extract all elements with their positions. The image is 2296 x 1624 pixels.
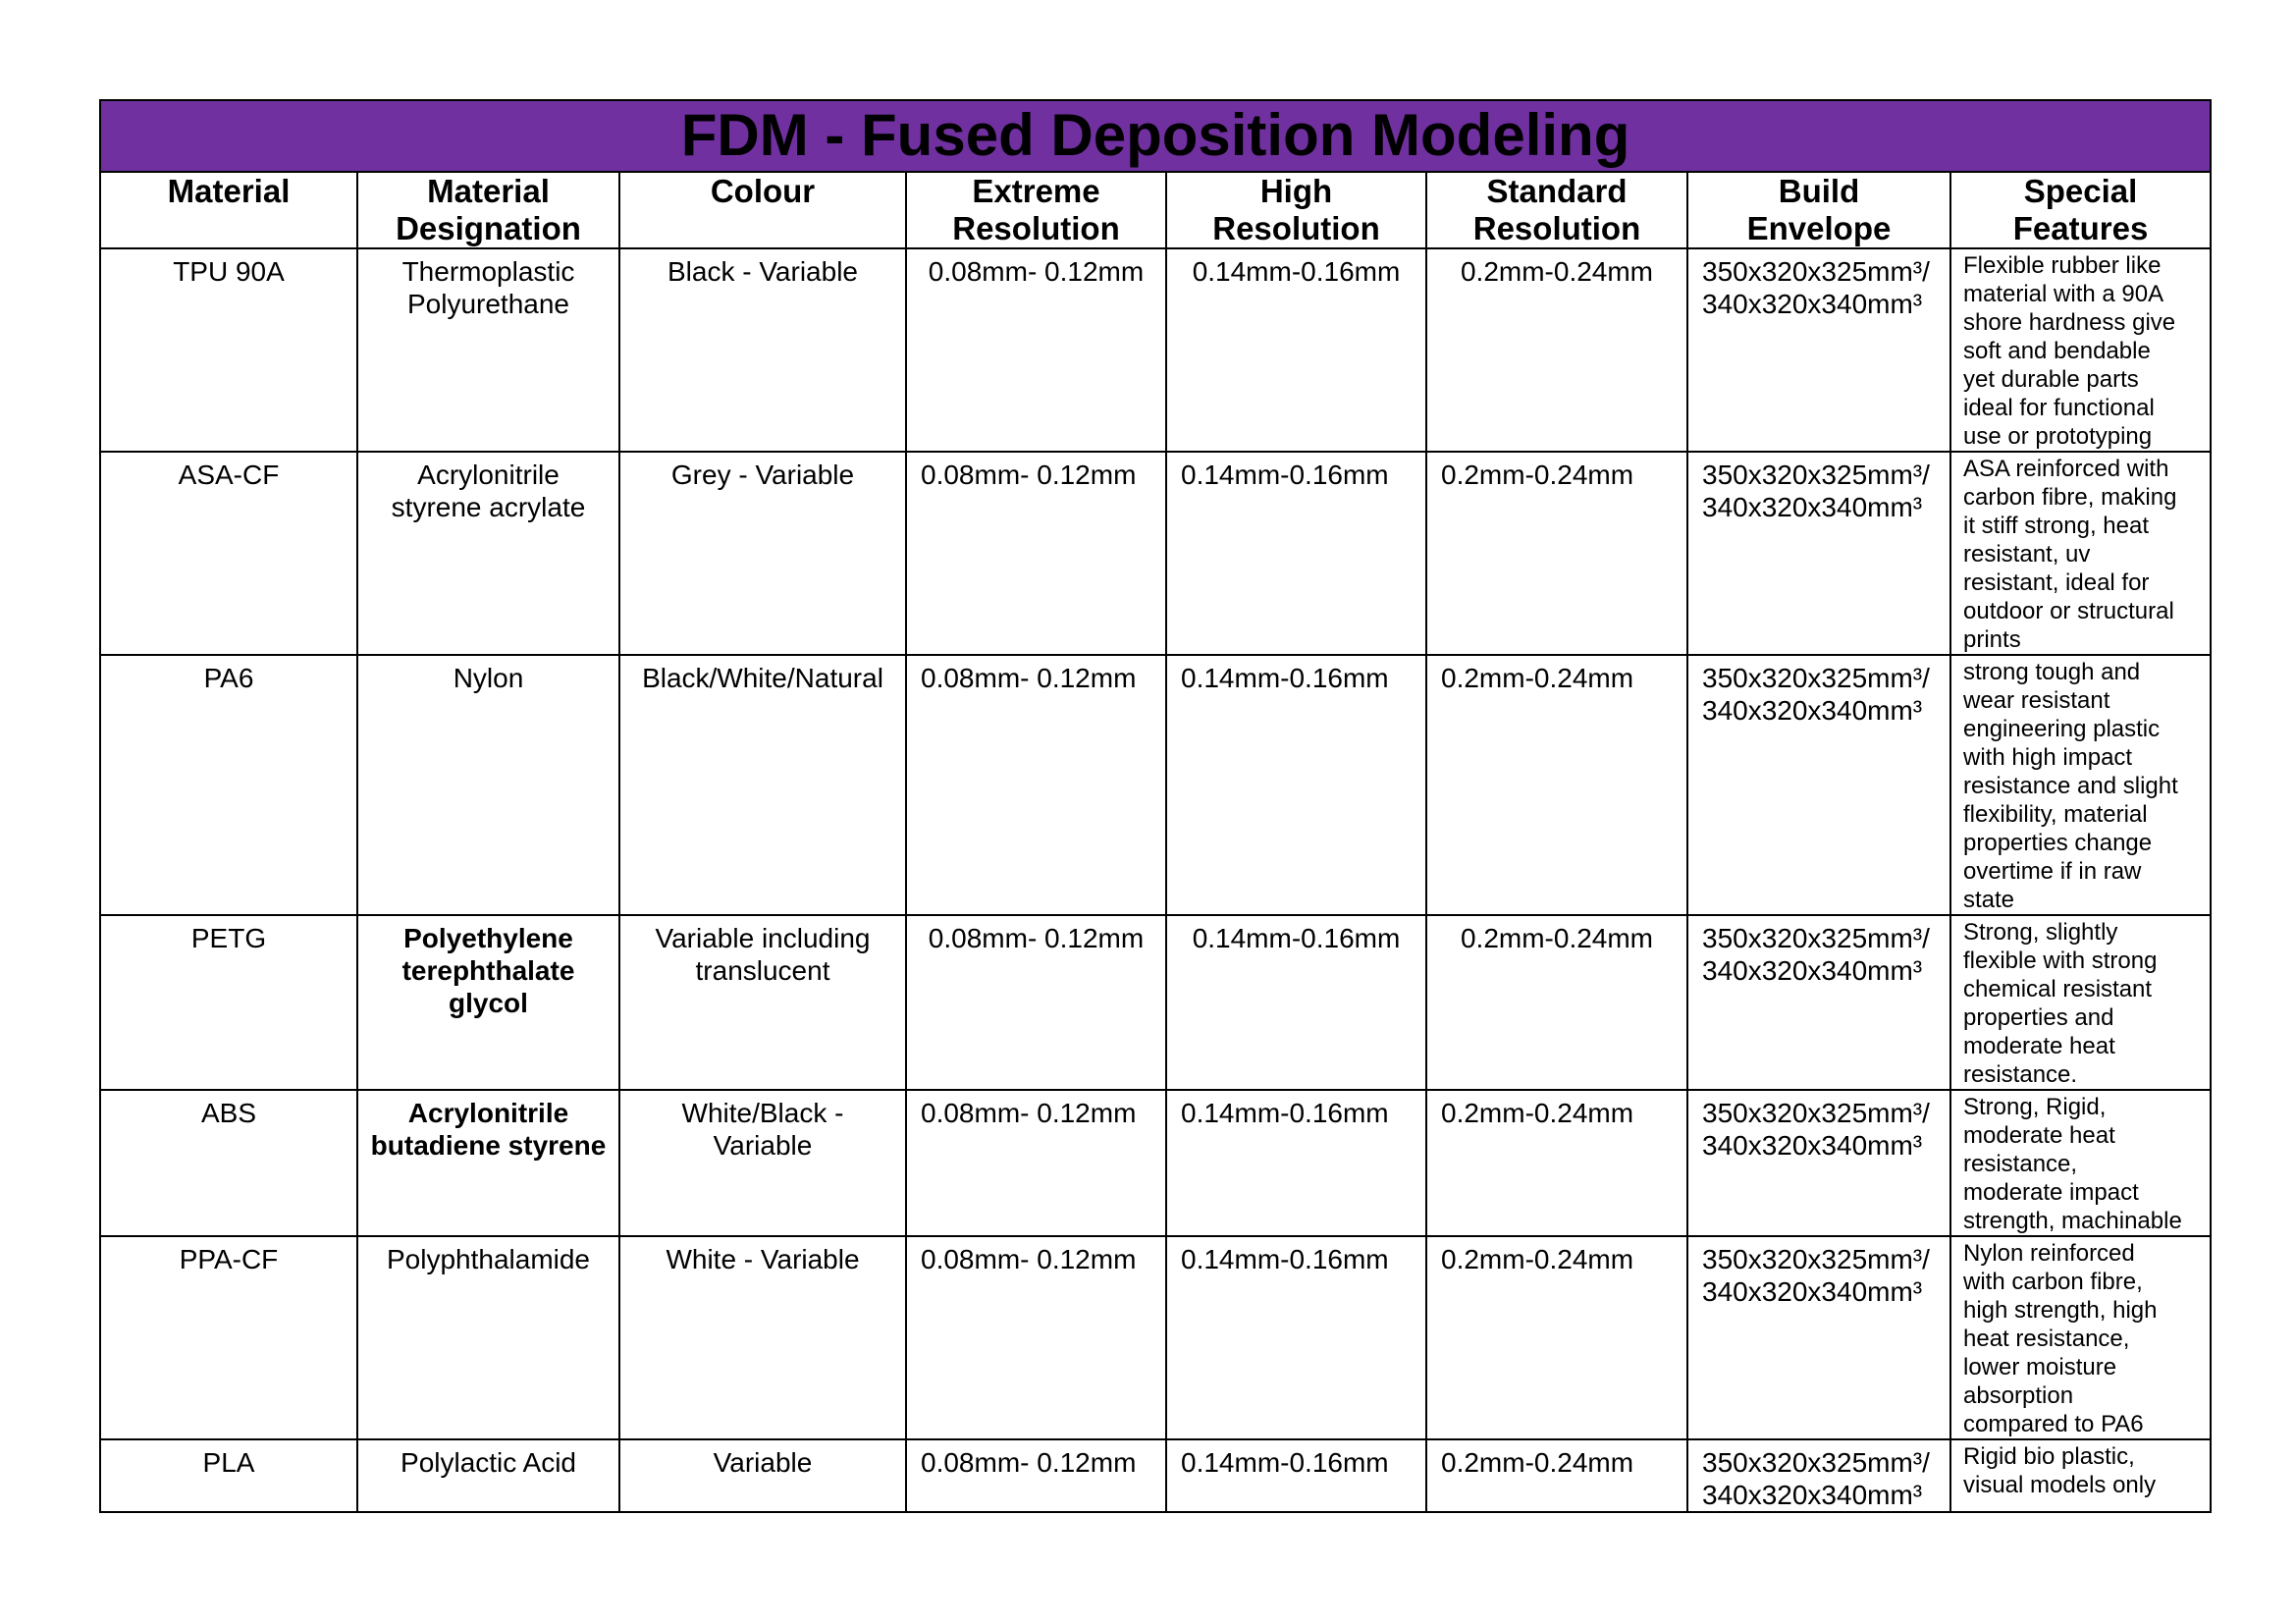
header-build-envelope bbox=[1687, 172, 1950, 248]
cell-standard-resolution: 0.2mm-0.24mm bbox=[1426, 452, 1687, 655]
cell-line: Polylactic Acid bbox=[400, 1447, 576, 1478]
cell-line: 350x320x325mm³/ bbox=[1702, 1244, 1930, 1274]
cell-material: PA6 bbox=[100, 655, 357, 915]
cell-line: 350x320x325mm³/ bbox=[1702, 663, 1930, 693]
cell-line: Acrylonitrile bbox=[417, 460, 560, 490]
cell-build-envelope bbox=[1687, 1090, 1950, 1236]
cell-special-features bbox=[1950, 915, 2211, 1090]
cell-designation bbox=[357, 248, 619, 452]
header-row bbox=[100, 172, 2211, 248]
materials-table bbox=[99, 99, 2212, 1513]
cell-line: resistant, uv bbox=[1963, 541, 2091, 568]
cell-line: translucent bbox=[695, 955, 830, 986]
cell-special-features bbox=[1950, 452, 2211, 655]
cell-line: 350x320x325mm³/ bbox=[1702, 256, 1930, 287]
cell-high-resolution: 0.14mm-0.16mm bbox=[1166, 655, 1426, 915]
header-special-features bbox=[1950, 172, 2211, 248]
cell-line: Rigid bio plastic, bbox=[1963, 1443, 2135, 1470]
cell-line: lower moisture bbox=[1963, 1354, 2117, 1380]
cell-high-resolution: 0.14mm-0.16mm bbox=[1166, 248, 1426, 452]
cell-line: Thermoplastic bbox=[401, 256, 575, 287]
cell-line: Material bbox=[167, 173, 291, 209]
cell-line: Material bbox=[427, 173, 550, 209]
cell-line: it stiff strong, heat bbox=[1963, 513, 2149, 539]
cell-extreme-resolution: 0.08mm- 0.12mm bbox=[906, 655, 1166, 915]
cell-high-resolution: 0.14mm-0.16mm bbox=[1166, 915, 1426, 1090]
cell-build-envelope bbox=[1687, 452, 1950, 655]
cell-line: moderate impact bbox=[1963, 1179, 2139, 1206]
cell-build-envelope bbox=[1687, 915, 1950, 1090]
cell-colour bbox=[619, 915, 906, 1090]
cell-line: yet durable parts bbox=[1963, 366, 2139, 393]
cell-line: outdoor or structural bbox=[1963, 598, 2174, 624]
cell-line: 340x320x340mm³ bbox=[1702, 289, 1923, 319]
table-row bbox=[100, 248, 2211, 452]
cell-line: Special bbox=[2023, 173, 2138, 209]
cell-line: 350x320x325mm³/ bbox=[1702, 1098, 1930, 1128]
table-row bbox=[100, 915, 2211, 1090]
cell-designation bbox=[357, 915, 619, 1090]
header-material bbox=[100, 172, 357, 248]
cell-line: shore hardness give bbox=[1963, 309, 2176, 336]
cell-line: carbon fibre, making bbox=[1963, 484, 2177, 511]
cell-line: Acrylonitrile bbox=[407, 1098, 569, 1128]
cell-line: wear resistant bbox=[1963, 687, 2110, 714]
header-high-resolution bbox=[1166, 172, 1426, 248]
cell-colour bbox=[619, 248, 906, 452]
cell-line: use or prototyping bbox=[1963, 423, 2153, 450]
cell-extreme-resolution: 0.08mm- 0.12mm bbox=[906, 915, 1166, 1090]
cell-colour bbox=[619, 1090, 906, 1236]
cell-colour bbox=[619, 1439, 906, 1512]
cell-line: Flexible rubber like bbox=[1963, 252, 2162, 279]
cell-line: High bbox=[1259, 173, 1333, 209]
cell-line: 340x320x340mm³ bbox=[1702, 1480, 1923, 1510]
cell-line: Standard bbox=[1486, 173, 1628, 209]
cell-line: terephthalate bbox=[401, 955, 575, 986]
cell-line: visual models only bbox=[1963, 1472, 2157, 1498]
cell-line: prints bbox=[1963, 626, 2021, 653]
cell-standard-resolution: 0.2mm-0.24mm bbox=[1426, 655, 1687, 915]
cell-standard-resolution: 0.2mm-0.24mm bbox=[1426, 248, 1687, 452]
cell-material: ABS bbox=[100, 1090, 357, 1236]
cell-line: 350x320x325mm³/ bbox=[1702, 460, 1930, 490]
cell-line: butadiene styrene bbox=[370, 1130, 607, 1161]
cell-high-resolution: 0.14mm-0.16mm bbox=[1166, 452, 1426, 655]
cell-line: Extreme bbox=[972, 173, 1100, 209]
cell-line: White - Variable bbox=[666, 1244, 860, 1274]
cell-line: Designation bbox=[396, 210, 581, 246]
cell-line: ideal for functional bbox=[1963, 395, 2155, 421]
cell-line: Variable bbox=[713, 1130, 813, 1161]
cell-line: Build bbox=[1778, 173, 1860, 209]
cell-line: overtime if in raw bbox=[1963, 858, 2142, 885]
cell-line: 340x320x340mm³ bbox=[1702, 695, 1923, 726]
cell-line: material with a 90A bbox=[1963, 281, 2164, 307]
cell-line: Resolution bbox=[952, 210, 1120, 246]
table-row bbox=[100, 1236, 2211, 1439]
cell-designation bbox=[357, 1236, 619, 1439]
cell-line: Grey - Variable bbox=[670, 460, 855, 490]
cell-line: Polyurethane bbox=[406, 289, 569, 319]
cell-line: 340x320x340mm³ bbox=[1702, 1130, 1923, 1161]
cell-standard-resolution: 0.2mm-0.24mm bbox=[1426, 1090, 1687, 1236]
cell-line: 340x320x340mm³ bbox=[1702, 492, 1923, 522]
cell-colour bbox=[619, 1236, 906, 1439]
cell-line: 340x320x340mm³ bbox=[1702, 1276, 1923, 1307]
cell-line: absorption bbox=[1963, 1382, 2074, 1409]
cell-line: Black/White/Natural bbox=[642, 663, 883, 693]
table-row bbox=[100, 1090, 2211, 1236]
cell-designation bbox=[357, 452, 619, 655]
header-colour bbox=[619, 172, 906, 248]
cell-line: Strong, slightly bbox=[1963, 919, 2118, 946]
cell-line: flexibility, material bbox=[1963, 801, 2148, 828]
cell-colour bbox=[619, 452, 906, 655]
cell-line: flexible with strong bbox=[1963, 947, 2158, 974]
cell-designation bbox=[357, 1090, 619, 1236]
cell-line: state bbox=[1963, 887, 2015, 913]
cell-special-features bbox=[1950, 655, 2211, 915]
table-row bbox=[100, 452, 2211, 655]
header-standard-resolution bbox=[1426, 172, 1687, 248]
cell-high-resolution: 0.14mm-0.16mm bbox=[1166, 1439, 1426, 1512]
cell-line: Black - Variable bbox=[667, 256, 858, 287]
cell-special-features bbox=[1950, 1439, 2211, 1512]
cell-build-envelope bbox=[1687, 655, 1950, 915]
cell-special-features bbox=[1950, 1090, 2211, 1236]
header-extreme-resolution bbox=[906, 172, 1166, 248]
cell-colour bbox=[619, 655, 906, 915]
cell-build-envelope bbox=[1687, 1236, 1950, 1439]
cell-designation bbox=[357, 1439, 619, 1512]
table-body bbox=[100, 248, 2211, 1512]
cell-line: 340x320x340mm³ bbox=[1702, 955, 1923, 986]
cell-high-resolution: 0.14mm-0.16mm bbox=[1166, 1090, 1426, 1236]
cell-standard-resolution: 0.2mm-0.24mm bbox=[1426, 1236, 1687, 1439]
cell-special-features bbox=[1950, 248, 2211, 452]
cell-build-envelope bbox=[1687, 1439, 1950, 1512]
cell-line: with high impact bbox=[1963, 744, 2133, 771]
cell-line: resistant, ideal for bbox=[1963, 569, 2150, 596]
cell-line: Envelope bbox=[1746, 210, 1892, 246]
cell-material: ASA-CF bbox=[100, 452, 357, 655]
header-designation bbox=[357, 172, 619, 248]
cell-designation bbox=[357, 655, 619, 915]
cell-extreme-resolution: 0.08mm- 0.12mm bbox=[906, 452, 1166, 655]
cell-line: Variable bbox=[713, 1447, 813, 1478]
cell-standard-resolution: 0.2mm-0.24mm bbox=[1426, 1439, 1687, 1512]
cell-extreme-resolution: 0.08mm- 0.12mm bbox=[906, 1439, 1166, 1512]
cell-line: resistance and slight bbox=[1963, 773, 2178, 799]
table-row bbox=[100, 1439, 2211, 1512]
cell-line: resistance. bbox=[1963, 1061, 2078, 1088]
cell-line: Resolution bbox=[1472, 210, 1641, 246]
cell-line: White/Black - bbox=[681, 1098, 844, 1128]
cell-line: Polyphthalamide bbox=[386, 1244, 591, 1274]
cell-line: 350x320x325mm³/ bbox=[1702, 1447, 1930, 1478]
cell-line: resistance, bbox=[1963, 1151, 2078, 1177]
cell-line: Variable including bbox=[655, 923, 871, 953]
cell-line: heat resistance, bbox=[1963, 1326, 2130, 1352]
cell-line: Nylon bbox=[453, 663, 524, 693]
title-row bbox=[100, 100, 2211, 172]
cell-line: high strength, high bbox=[1963, 1297, 2158, 1324]
cell-line: Nylon reinforced bbox=[1963, 1240, 2135, 1267]
cell-line: compared to PA6 bbox=[1963, 1411, 2144, 1437]
cell-line: moderate heat bbox=[1963, 1122, 2115, 1149]
cell-standard-resolution: 0.2mm-0.24mm bbox=[1426, 915, 1687, 1090]
cell-line: properties and bbox=[1963, 1004, 2114, 1031]
cell-high-resolution: 0.14mm-0.16mm bbox=[1166, 1236, 1426, 1439]
cell-line: Colour bbox=[710, 173, 816, 209]
cell-line: glycol bbox=[449, 988, 528, 1018]
cell-line: properties change bbox=[1963, 830, 2153, 856]
cell-line: moderate heat bbox=[1963, 1033, 2115, 1059]
cell-line: Features bbox=[2012, 210, 2149, 246]
cell-material: PETG bbox=[100, 915, 357, 1090]
cell-line: soft and bendable bbox=[1963, 338, 2151, 364]
cell-build-envelope bbox=[1687, 248, 1950, 452]
cell-line: Resolution bbox=[1212, 210, 1380, 246]
cell-line: strength, machinable bbox=[1963, 1208, 2182, 1234]
cell-line: strong tough and bbox=[1963, 659, 2141, 685]
cell-special-features bbox=[1950, 1236, 2211, 1439]
cell-material: PLA bbox=[100, 1439, 357, 1512]
cell-line: chemical resistant bbox=[1963, 976, 2153, 1002]
cell-line: Polyethylene bbox=[403, 923, 573, 953]
cell-line: 350x320x325mm³/ bbox=[1702, 923, 1930, 953]
cell-line: styrene acrylate bbox=[391, 492, 586, 522]
cell-extreme-resolution: 0.08mm- 0.12mm bbox=[906, 1090, 1166, 1236]
table-row bbox=[100, 655, 2211, 915]
cell-line: engineering plastic bbox=[1963, 716, 2161, 742]
cell-extreme-resolution: 0.08mm- 0.12mm bbox=[906, 1236, 1166, 1439]
cell-line: with carbon fibre, bbox=[1963, 1269, 2143, 1295]
cell-extreme-resolution: 0.08mm- 0.12mm bbox=[906, 248, 1166, 452]
table-title: FDM - Fused Deposition Modeling bbox=[100, 100, 2211, 172]
cell-material: PPA-CF bbox=[100, 1236, 357, 1439]
cell-line: ASA reinforced with bbox=[1963, 456, 2169, 482]
cell-material: TPU 90A bbox=[100, 248, 357, 452]
cell-line: Strong, Rigid, bbox=[1963, 1094, 2107, 1120]
